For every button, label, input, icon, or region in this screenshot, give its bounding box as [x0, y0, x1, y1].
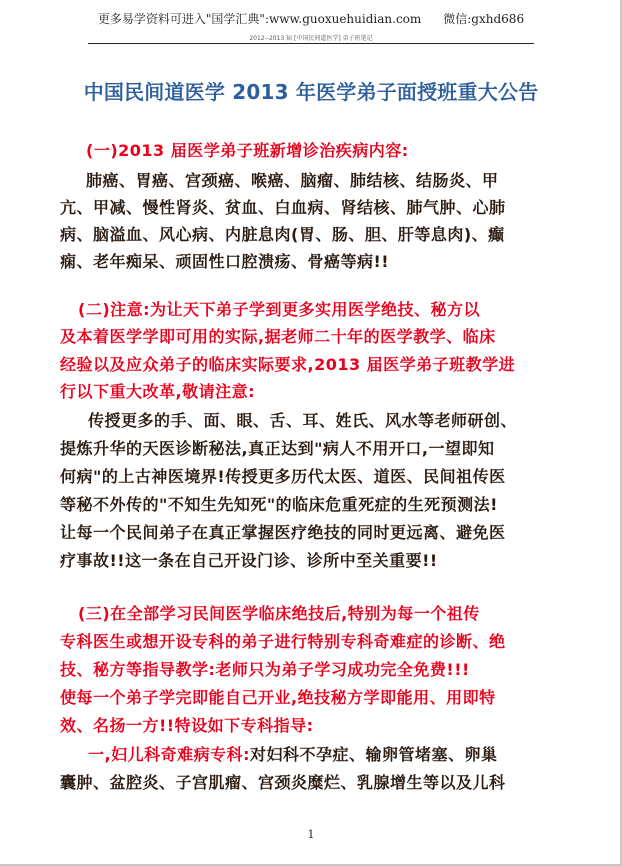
banner-website-text: 更多易学资料可进入"国学汇典":www.guoxuehuidian.com — [97, 12, 422, 26]
section2-body-line: 提炼升华的天医诊断秘法,真正达到"病人不用开口,一望即知 — [60, 439, 495, 458]
section2-heading-line: (二)注意:为让天下弟子学到更多实用医学绝技、秘方以 — [78, 300, 481, 319]
section3-item1-label: 一,妇儿科奇难病专科: — [88, 745, 250, 764]
section3-heading-line: 专科医生或想开设专科的弟子进行特别专科奇难症的诊断、绝 — [60, 632, 506, 651]
section3-heading-line: (三)在全部学习民间医学临床绝技后,特别为每一个祖传 — [78, 604, 480, 623]
section2-heading-line: 及本着医学学即可用的实际,据老师二十年的医学教学、临床 — [60, 327, 496, 346]
section1-line: 肺癌、胃癌、宫颈癌、喉癌、脑瘤、肺结核、结肠炎、甲 — [86, 171, 499, 190]
section2-body-line: 疗事故!!这一条在自己开设门诊、诊所中至关重要!! — [60, 551, 438, 570]
section1-line: 痫、老年痴呆、顽固性口腔溃疡、骨癌等病!! — [60, 252, 390, 271]
section3-item1-text: 对妇科不孕症、输卵管堵塞、卵巢 — [249, 745, 498, 764]
page-number: 1 — [307, 828, 315, 841]
banner-wechat-text: 微信:gxhd686 — [443, 12, 525, 26]
top-banner — [0, 10, 622, 27]
header-rule — [88, 43, 534, 44]
running-header: 2012--2013 届 [中国民间道医学] 弟子班笔记 — [249, 35, 373, 42]
section3-item1-continuation: 囊肿、盆腔炎、子宫肌瘤、宫颈炎糜烂、乳腺增生等以及儿科 — [60, 773, 506, 792]
section3-heading-line: 使每一个弟子学完即能自己开业,绝技秘方学即能用、用即特 — [60, 688, 496, 707]
section3-heading-line: 效、名扬一方!!特设如下专科指导: — [60, 716, 314, 735]
section2-body-line: 何病"的上古神医境界!传授更多历代太医、道医、民间祖传医 — [60, 467, 506, 486]
section2-body-line: 等秘不外传的"不知生先知死"的临床危重死症的生死预测法! — [60, 495, 498, 514]
section2-heading-line: 经验以及应众弟子的临床实际要求,2013 届医学弟子班教学进 — [60, 355, 516, 374]
section3-item1-line — [88, 742, 608, 765]
section1-line: 亢、甲减、慢性肾炎、贫血、白血病、肾结核、肺气肿、心肺 — [60, 198, 506, 217]
section3-heading-line: 技、秘方等指导教学:老师只为弟子学习成功完全免费!!! — [60, 660, 470, 679]
section1-line: 病、脑溢血、风心病、内脏息肉(胃、肠、胆、肝等息肉)、癫 — [60, 225, 505, 244]
section1-heading: (一)2013 届医学弟子班新增诊治疾病内容: — [86, 141, 409, 160]
section2-heading-line: 行以下重大改革,敬请注意: — [60, 382, 255, 401]
section2-body-line: 让每一个民间弟子在真正掌握医疗绝技的同时更远离、避免医 — [60, 523, 506, 542]
document-title: 中国民间道医学 2013 年医学弟子面授班重大公告 — [83, 80, 539, 104]
section2-body-line: 传授更多的手、面、眼、舌、耳、姓氏、风水等老师研创、 — [88, 411, 518, 430]
